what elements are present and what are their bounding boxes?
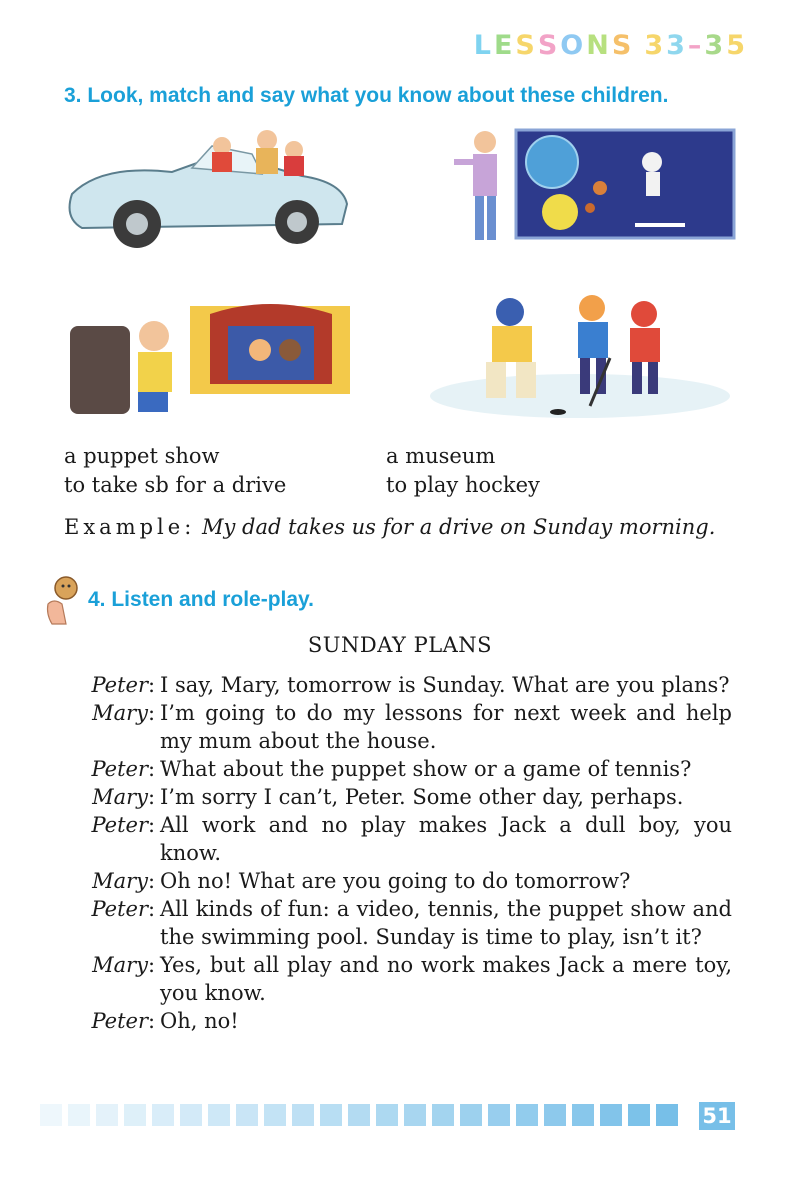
dialog-title: SUNDAY PLANS bbox=[307, 633, 493, 657]
hockey-illustration bbox=[430, 292, 736, 420]
header-letter: 5 bbox=[726, 30, 748, 61]
vocab-right-column bbox=[386, 442, 540, 500]
footer-square bbox=[404, 1104, 426, 1126]
page-number: 51 bbox=[699, 1102, 735, 1130]
header-letter: S bbox=[537, 30, 561, 61]
speaker: Peter bbox=[91, 1009, 148, 1033]
footer-square bbox=[656, 1104, 678, 1126]
footer-square bbox=[292, 1104, 314, 1126]
dialog-line: Mary : Oh no! What are you going to do tomorrow? bbox=[64, 867, 732, 895]
example-text: My dad takes us for a drive on Sunday morning. bbox=[201, 515, 716, 539]
line-text: I’m going to do my lessons for next week and help my mum about the house. bbox=[160, 701, 732, 753]
vocab-item: a puppet show bbox=[64, 444, 220, 468]
footer-square bbox=[236, 1104, 258, 1126]
listen-hand-icon bbox=[44, 574, 80, 626]
dialog-line: Peter : Oh, no! bbox=[64, 1007, 732, 1035]
footer-square bbox=[124, 1104, 146, 1126]
dialog-line: Mary : I’m sorry I can’t, Peter. Some other day, perhaps. bbox=[64, 783, 732, 811]
dialog-line: Peter : All work and no play makes Jack a dull boy, you know. bbox=[64, 811, 732, 867]
speaker: Peter bbox=[91, 757, 148, 781]
header-letter: L bbox=[473, 30, 494, 61]
space-museum-illustration bbox=[440, 128, 736, 246]
footer-square bbox=[516, 1104, 538, 1126]
speaker: Mary bbox=[92, 869, 148, 893]
footer-square bbox=[628, 1104, 650, 1126]
family-drive-illustration bbox=[62, 124, 352, 252]
speaker: Peter bbox=[91, 813, 148, 837]
header-letter: S bbox=[611, 30, 635, 61]
line-text: I say, Mary, tomorrow is Sunday. What are you plans? bbox=[160, 673, 730, 697]
vocab-left-column bbox=[64, 442, 286, 500]
dialog-line: Peter : What about the puppet show or a game of tennis? bbox=[64, 755, 732, 783]
vocab-item: to play hockey bbox=[386, 473, 540, 497]
puppet-show-illustration bbox=[70, 296, 352, 414]
footer-square bbox=[68, 1104, 90, 1126]
dialog-line: Mary : I’m going to do my lessons for next week and help my mum about the house. bbox=[64, 699, 732, 755]
header-letter: 3 bbox=[644, 30, 667, 61]
header-letter: S bbox=[515, 30, 538, 61]
speaker: Peter bbox=[91, 897, 148, 921]
header-letter: E bbox=[493, 30, 516, 61]
lessons-header bbox=[474, 30, 748, 61]
line-text: All work and no play makes Jack a dull boy, you know. bbox=[160, 813, 732, 865]
footer-square bbox=[152, 1104, 174, 1126]
header-letter: O bbox=[560, 30, 587, 61]
dialog bbox=[64, 671, 732, 1035]
line-text: All kinds of fun: a video, tennis, the puppet show and the swimming pool. Sunday is time to play, isn’t it? bbox=[160, 897, 732, 949]
footer-square bbox=[40, 1104, 62, 1126]
footer-decoration bbox=[40, 1104, 700, 1130]
footer-square bbox=[264, 1104, 286, 1126]
speaker: Mary bbox=[92, 785, 148, 809]
footer-square bbox=[432, 1104, 454, 1126]
footer-square bbox=[180, 1104, 202, 1126]
header-letter: 3 bbox=[666, 30, 688, 61]
vocab-item: a museum bbox=[386, 444, 496, 468]
line-text: Oh no! What are you going to do tomorrow? bbox=[160, 869, 631, 893]
header-letter: N bbox=[586, 30, 612, 61]
footer-square bbox=[600, 1104, 622, 1126]
speaker: Peter bbox=[91, 673, 148, 697]
dialog-line: Peter : I say, Mary, tomorrow is Sunday. What are you plans? bbox=[64, 671, 732, 699]
footer-square bbox=[320, 1104, 342, 1126]
line-text: What about the puppet show or a game of tennis? bbox=[160, 757, 692, 781]
footer-square bbox=[544, 1104, 566, 1126]
example-label: Example: bbox=[64, 515, 196, 539]
speaker: Mary bbox=[92, 701, 148, 725]
header-letter: 3 bbox=[704, 30, 727, 61]
footer-square bbox=[376, 1104, 398, 1126]
exercise-4-title: 4. Listen and role-play. bbox=[88, 588, 314, 611]
example-sentence bbox=[64, 513, 730, 541]
line-text: Oh, no! bbox=[160, 1009, 239, 1033]
footer-square bbox=[460, 1104, 482, 1126]
line-text: I’m sorry I can’t, Peter. Some other day, perhaps. bbox=[160, 785, 684, 809]
speaker: Mary bbox=[92, 953, 148, 977]
footer-square bbox=[572, 1104, 594, 1126]
line-text: Yes, but all play and no work makes Jack a mere toy, you know. bbox=[160, 953, 732, 1005]
header-letter: – bbox=[687, 30, 705, 61]
footer-square bbox=[96, 1104, 118, 1126]
footer-square bbox=[488, 1104, 510, 1126]
vocab-item: to take sb for a drive bbox=[64, 473, 287, 497]
exercise-3-title: 3. Look, match and say what you know about these children. bbox=[64, 84, 669, 107]
dialog-line: Peter : All kinds of fun: a video, tennis, the puppet show and the swimming pool. Sunday is time to play, isn’t it? bbox=[64, 895, 732, 951]
footer-square bbox=[348, 1104, 370, 1126]
dialog-line: Mary : Yes, but all play and no work makes Jack a mere toy, you know. bbox=[64, 951, 732, 1007]
footer-square bbox=[208, 1104, 230, 1126]
